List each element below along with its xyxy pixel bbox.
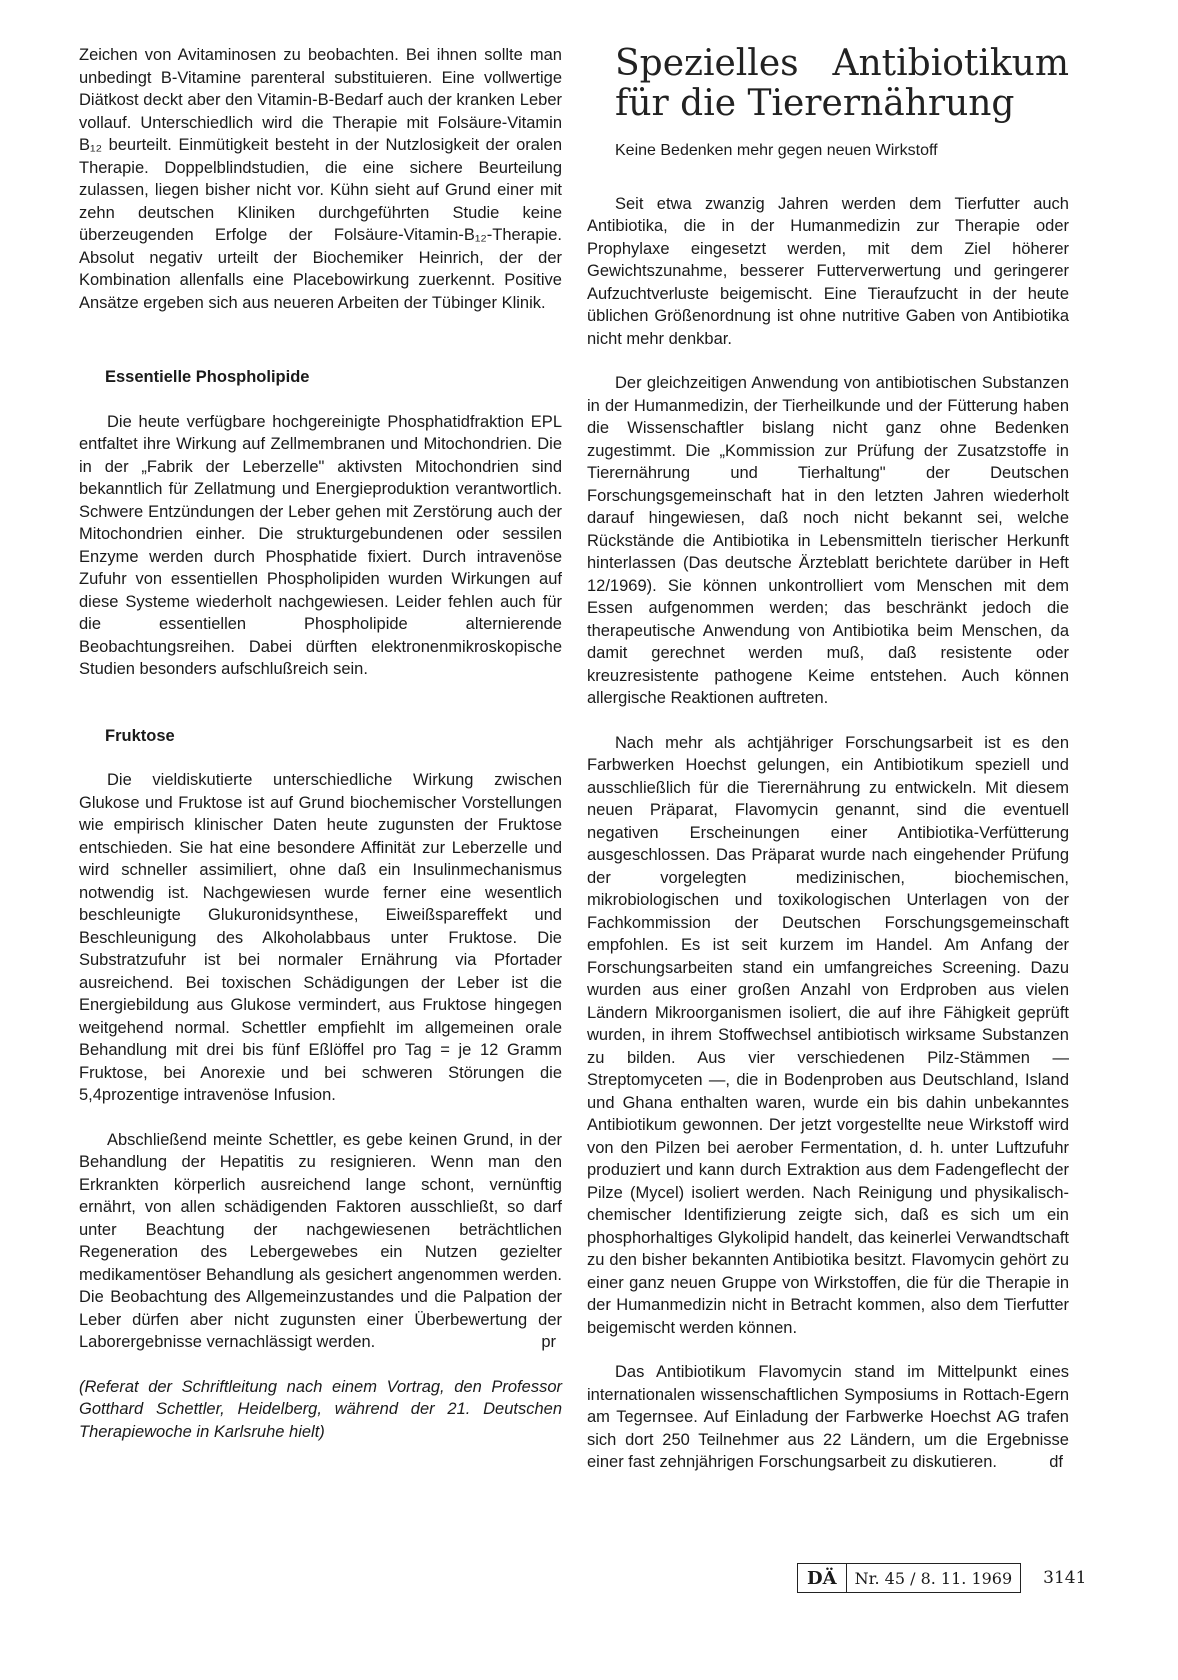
right-paragraph-4: [587, 1361, 1069, 1474]
journal-logo: DÄ: [797, 1563, 846, 1593]
right-paragraph-4-text: Das Antibiotikum Flavomycin stand im Mittelpunkt eines internationalen wissenschaftlichen Symposiums in Rottach-Egern am Tegernsee. Auf Einladung der Farbwerke Hoechst AG trafen sich dort 250 Teilnehmer aus 22 Ländern, um die Ergebnisse einer fast zehnjährigen Forschungsarbeit zu diskutieren.: [587, 1363, 1069, 1471]
page-footer: [797, 1563, 1086, 1593]
left-paragraph-3: Die vieldiskutierte unterschiedliche Wirkung zwischen Glukose und Fruktose ist auf Grund biochemischer Vorstellungen wie empirisch klinischer Daten heute zugunsten der Fruktose entschieden. Sie hat eine besondere Affinität zur Leberzelle und wird schneller assimiliert, ohne daß ein Insulinmechanismus notwendig ist. Nachgewiesen wurde ferner eine wesentlich beschleunigte Glukuronidsynthese, Eiweißspareffekt und Beschleunigung des Alkoholabbaus unter Fruktose. Die Substratzufuhr ist bei normaler Ernährung via Pfortader ausreichend. Bei toxischen Schädigungen der Leber ist die Energiebildung aus Glukose vermindert, aus Fruktose hingegen weitgehend normal. Schettler empfiehlt im allgemeinen orale Behandlung mit drei bis fünf Eßlöffel pro Tag = je 12 Gramm Fruktose, bei Anorexie und bei schweren Störungen die 5,4prozentige intravenöse Infusion.: [79, 771, 562, 1104]
section-heading-phospholipide: Essentielle Phospholipide: [105, 368, 310, 386]
page-number: 3141: [1043, 1568, 1087, 1588]
left-paragraph-4-text: Abschließend meinte Schettler, es gebe keinen Grund, in der Behandlung der Hepatitis zu resignieren. Wenn man den Erkrankten körperlich ausreichend lange schont, vernünftig ernährt, von allen schädigenden Faktoren ausschließt, so darf unter Beachtung der nachgewiesenen beträchtlichen Regeneration des Lebergewebes ein Nutzen gezielter medikamentöser Behandlung als gesichert angenommen werden. Die Beobachtung des Allgemeinzustandes und die Palpation der Leber dürfen aber nicht zugunsten einer Überbewertung der Laborergebnisse vernachlässigt werden.: [79, 1130, 562, 1351]
author-signature-pr: pr: [541, 1333, 556, 1351]
right-paragraph-2: Der gleichzeitigen Anwendung von antibiotischen Substanzen in der Humanmedizin, der Tierheilkunde und der Fütterung haben die Wissenschaftler bislang nicht ganz ohne Bedenken zugestimmt. Die „Kommission zur Prüfung der Zusatzstoffe in Tierernährung und Tierhaltung" der Deutschen Forschungsgemeinschaft hat in den letzten Jahren wiederholt darauf hingewiesen, daß noch nicht bekannt sei, welche Rückstände die Antibiotika in Lebensmitteln tierischer Herkunft hinterlassen (Das deutsche Ärzteblatt berichtete darüber in Heft 12/1969). Sie können unkontrolliert vom Menschen mit dem Essen aufgenommen werden; das beschränkt jedoch die therapeutische Anwendung von Antibiotika beim Menschen, da damit gerechnet werden muß, daß resistente oder kreuzresistente pathogene Keime entstehen. Auch können allergische Reaktionen auftreten.: [587, 374, 1069, 707]
right-column: [587, 44, 1069, 1474]
lecture-note: (Referat der Schriftleitung nach einem Vortrag, den Professor Gotthard Schettler, Heidelberg, während der 21. Deutschen Therapiewoche in Karlsruhe hielt): [79, 1377, 562, 1441]
author-signature-df: df: [1049, 1453, 1063, 1471]
section-heading-fruktose: Fruktose: [105, 726, 175, 745]
right-paragraph-3: Nach mehr als achtjähriger Forschungsarbeit ist es den Farbwerken Hoechst gelungen, ein Antibiotikum speziell und ausschließlich für die Tierernährung zu entwickeln. Mit diesem neuen Präparat, Flavomycin genannt, sind die eventuell negativen Erscheinungen einer Antibiotika-Verfütterung ausgeschlossen. Das Präparat wurde nach eingehender Prüfung der vorgelegten medizinischen, biochemischen, mikrobiologischen und toxikologischen Unterlagen von der Fachkommission der Deutschen Forschungsgemeinschaft empfohlen. Es ist seit kurzem im Handel. Am Anfang der Forschungsarbeiten stand ein umfangreiches Screening. Dazu wurden aus einer großen Anzahl von Erdproben aus vielen Ländern Mikroorganismen isoliert, die auf ihre Fähigkeit geprüft wurden, in ihrem Stoffwechsel antibiotisch wirksame Substanzen zu bilden. Aus vier verschiedenen Pilz-Stämmen — Streptomyceten —, die in Bodenproben aus Deutschland, Island und Ghana enthalten waren, wurde ein bis dahin unbekanntes Antibiotikum gewonnen. Der jetzt vorgestellte neue Wirkstoff wird von den Pilzen bei aerober Fermentation, d. h. unter Luftzufuhr produziert und kann durch Extraktion aus dem Fadengeflecht der Pilze (Mycel) isoliert werden. Nach Reinigung und physikalisch-chemischer Identifizierung zeigte sich, daß es sich um ein phosphorhaltiges Glykolipid handelt, das keinerlei Verwandtschaft zu den bisher bekannten Antibiotika besitzt. Flavomycin gehört zu einer ganz neuen Gruppe von Wirkstoffen, die für die Therapie in der Humanmedizin nicht in Betracht kommen, also dem Tierfutter beigemischt werden können.: [587, 733, 1069, 1337]
left-paragraph-2: Die heute verfügbare hochgereinigte Phosphatidfraktion EPL entfaltet ihre Wirkung auf Zellmembranen und Mitochondrien. Die in der „Fabrik der Leberzelle" aktivsten Mitochondrien sind bekanntlich für Zellatmung und Energieproduktion verantwortlich. Schwere Entzündungen der Leber gehen mit Zerstörung auch der Mitochondrien einher. Die strukturgebundenen oder sessilen Enzyme werden durch Phosphatide fixiert. Durch intravenöse Zufuhr von essentiellen Phospholipiden wurden Wirkungen auf diese Systeme wiederholt nachgewiesen. Leider fehlen auch für die essentiellen Phospholipide alternierende Beobachtungsreihen. Dabei dürften elektronenmikroskopische Studien besonders aufschlußreich sein.: [79, 412, 562, 678]
article-subtitle: Keine Bedenken mehr gegen neuen Wirkstoff: [615, 142, 938, 159]
article-title: Spezielles Antibiotikum für die Tierernährung: [615, 43, 1069, 124]
right-paragraph-1: Seit etwa zwanzig Jahren werden dem Tierfutter auch Antibiotika, die in der Humanmedizin zur Therapie oder Prophylaxe eingesetzt werden, mit dem Ziel höherer Gewichtszunahme, besserer Futterverwertung und geringerer Aufzuchtverluste beigemischt. Eine Tieraufzucht in der heute üblichen Größenordnung ist ohne nutritive Gaben von Antibiotika nicht mehr denkbar.: [587, 194, 1069, 348]
left-paragraph-1: Zeichen von Avitaminosen zu beobachten. Bei ihnen sollte man unbedingt B-Vitamine parenteral substituieren. Eine vollwertige Diätkost deckt aber den Vitamin-B-Bedarf auch der kranken Leber vollauf. Unterschiedlich wird die Therapie mit Folsäure-Vitamin B₁₂ beurteilt. Einmütigkeit besteht in der Nutzlosigkeit der oralen Therapie. Doppelblindstudien, die eine sichere Beurteilung zulassen, liegen bisher nicht vor. Kühn sieht auf Grund einer mit zehn deutschen Kliniken durchgeführten Studie keine überzeugenden Erfolge der Folsäure-Vitamin-B₁₂-Therapie. Absolut negativ urteilt der Biochemiker Heinrich, der der Kombination allenfalls eine Placebowirkung zuerkennt. Positive Ansätze ergeben sich aus neueren Arbeiten der Tübinger Klinik.: [79, 46, 562, 312]
issue-label: Nr. 45 / 8. 11. 1969: [846, 1563, 1022, 1593]
left-column: [79, 44, 562, 1443]
left-paragraph-4: [79, 1129, 562, 1354]
